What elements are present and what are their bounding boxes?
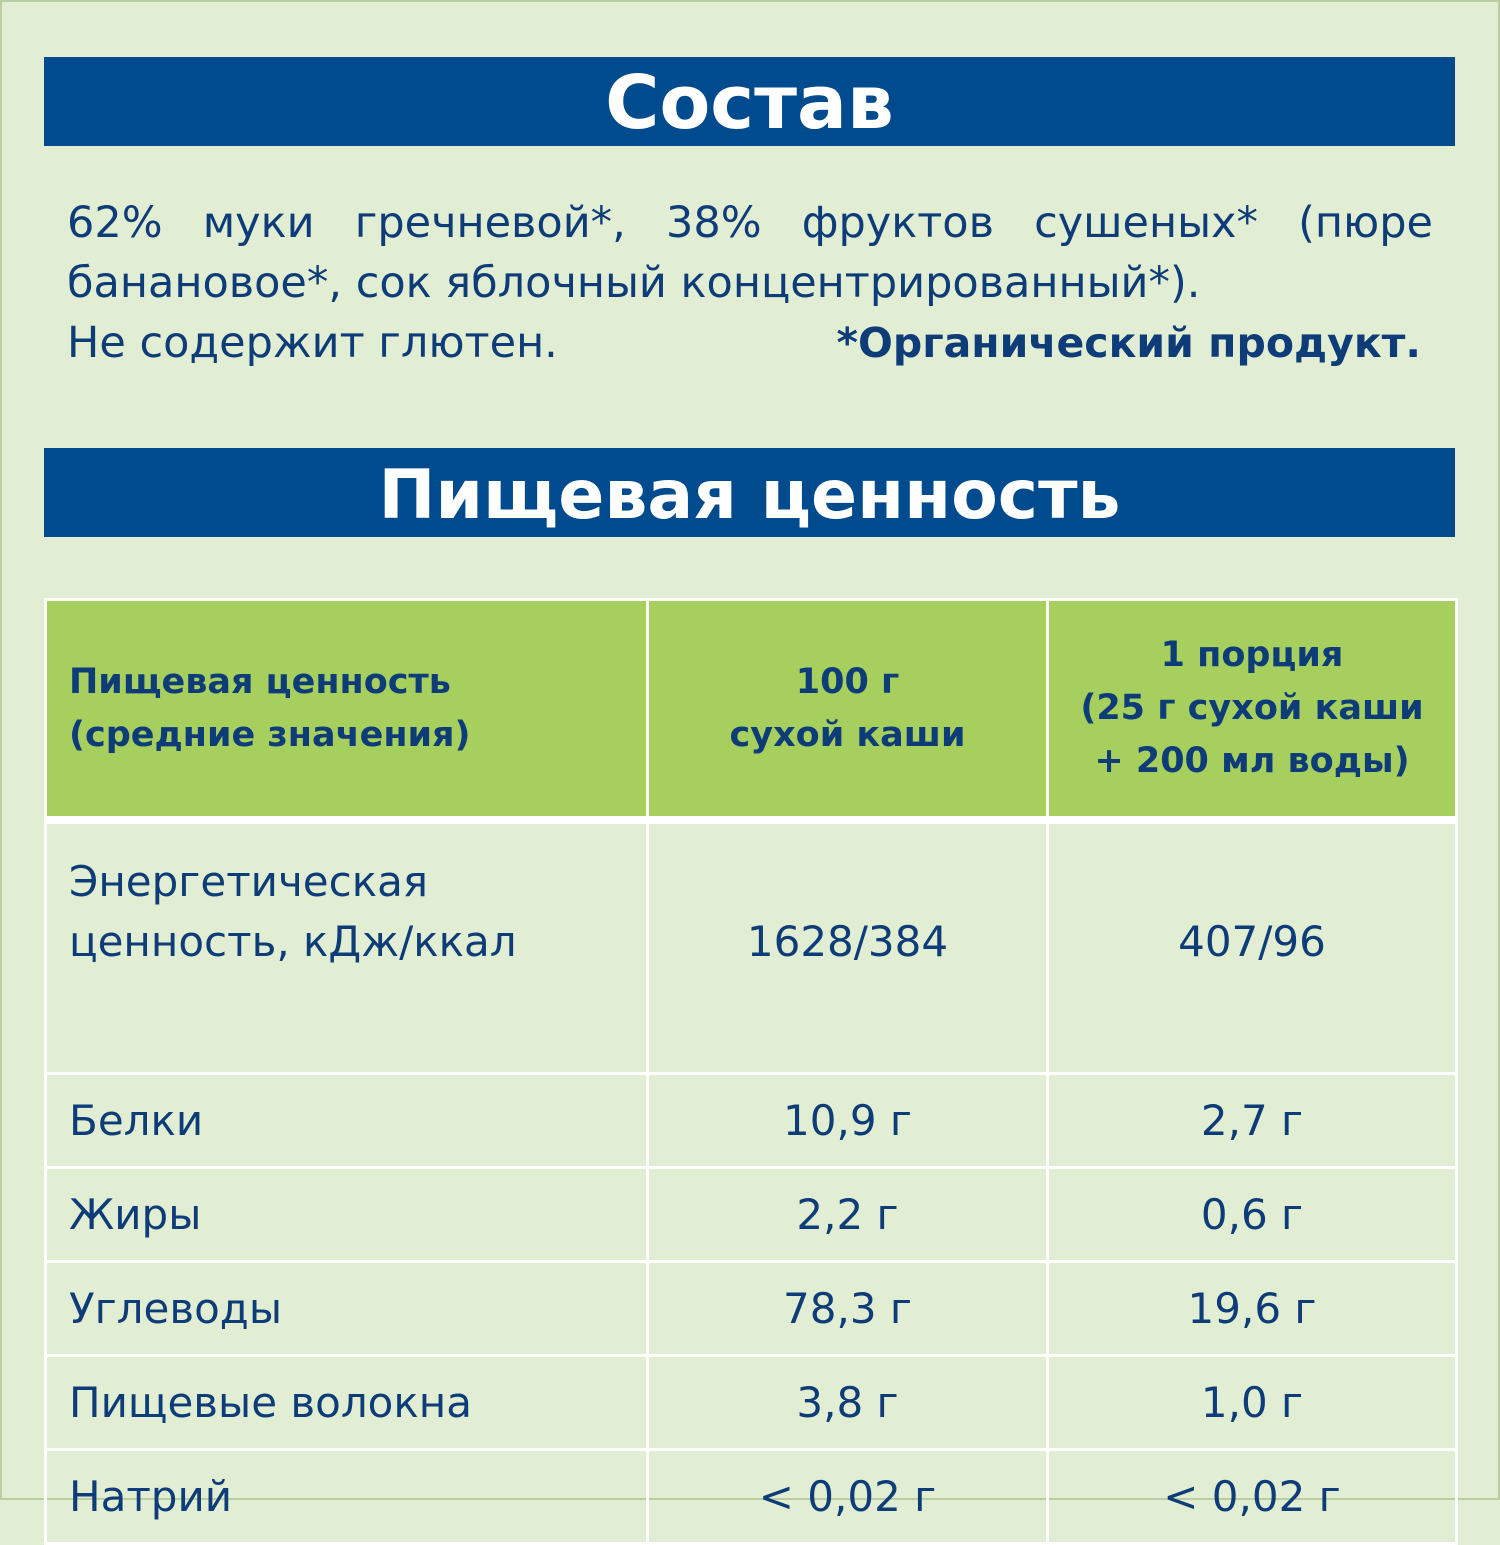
row-label: Пищевые волокна bbox=[46, 1356, 648, 1450]
header-nutrient bbox=[46, 600, 648, 821]
row-per-100g: 2,2 г bbox=[648, 1168, 1048, 1262]
composition-line-3 bbox=[67, 313, 1433, 373]
row-label: Жиры bbox=[46, 1168, 648, 1262]
row-label: Натрий bbox=[46, 1450, 648, 1544]
table-row bbox=[46, 820, 1457, 1074]
table-row bbox=[46, 1262, 1457, 1356]
composition-text bbox=[67, 193, 1433, 373]
organic-note: *Органический продукт. bbox=[836, 319, 1421, 367]
composition-line-2: банановое*, сок яблочный концентрированный*). bbox=[67, 258, 1201, 308]
header-portion-line-3: + 200 мл воды) bbox=[1094, 741, 1410, 781]
row-per-100g: 3,8 г bbox=[648, 1356, 1048, 1450]
gluten-free-note: Не содержит глютен. bbox=[67, 318, 558, 368]
header-portion-line-1: 1 порция bbox=[1160, 635, 1344, 675]
row-per-100g: < 0,02 г bbox=[648, 1450, 1048, 1544]
row-portion: 1,0 г bbox=[1048, 1356, 1457, 1450]
table-row bbox=[46, 1168, 1457, 1262]
row-portion: 19,6 г bbox=[1048, 1262, 1457, 1356]
header-nutrient-line-2: (средние значения) bbox=[69, 714, 471, 755]
row-label: Углеводы bbox=[46, 1262, 648, 1356]
header-per-100g bbox=[648, 600, 1048, 821]
table-row bbox=[46, 1356, 1457, 1450]
row-per-100g: 78,3 г bbox=[648, 1262, 1048, 1356]
header-nutrient-line-1: Пищевая ценность bbox=[69, 661, 451, 702]
row-label-line-2: ценность, кДж/ккал bbox=[69, 917, 517, 966]
nutrition-title: Пищевая ценность bbox=[44, 448, 1455, 537]
row-per-100g: 1628/384 bbox=[648, 820, 1048, 1074]
composition-line-1: 62% муки гречневой*, 38% фруктов сушеных* (пюре bbox=[67, 198, 1433, 248]
row-label: Белки bbox=[46, 1074, 648, 1168]
header-per-100g-line-2: сухой каши bbox=[729, 714, 966, 755]
row-label-line-1: Энергетическая bbox=[69, 857, 429, 906]
header-per-100g-line-1: 100 г bbox=[795, 661, 900, 702]
table-row bbox=[46, 1074, 1457, 1168]
header-portion bbox=[1048, 600, 1457, 821]
table-row bbox=[46, 1450, 1457, 1544]
nutrition-table bbox=[44, 598, 1458, 1545]
table-header-row bbox=[46, 600, 1457, 821]
header-portion-line-2: (25 г сухой каши bbox=[1080, 688, 1424, 728]
composition-title: Состав bbox=[44, 57, 1455, 146]
row-portion: 0,6 г bbox=[1048, 1168, 1457, 1262]
row-portion: 2,7 г bbox=[1048, 1074, 1457, 1168]
row-label bbox=[46, 820, 648, 1074]
row-per-100g: 10,9 г bbox=[648, 1074, 1048, 1168]
row-portion: < 0,02 г bbox=[1048, 1450, 1457, 1544]
row-portion: 407/96 bbox=[1048, 820, 1457, 1074]
